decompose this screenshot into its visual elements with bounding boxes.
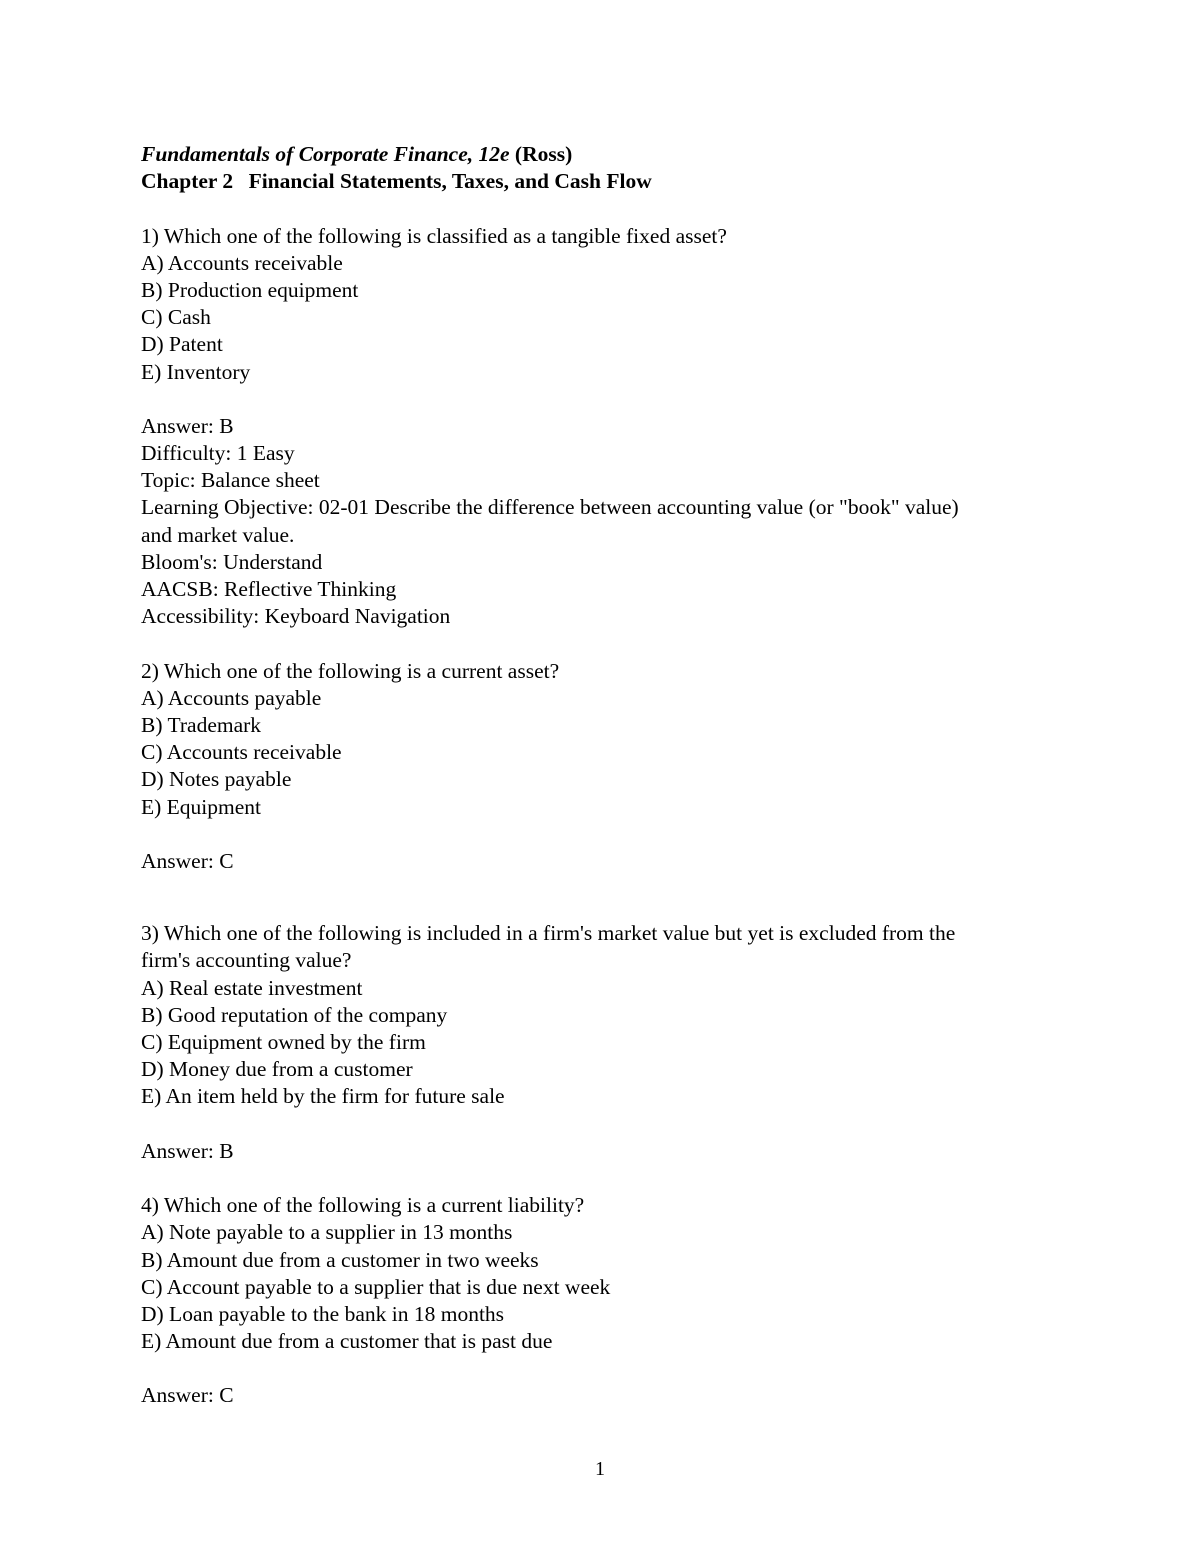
aacsb: AACSB: Reflective Thinking	[141, 577, 397, 602]
question-text-continued: firm's accounting value?	[141, 948, 352, 973]
answer-option: D) Money due from a customer	[141, 1057, 413, 1082]
answer-option: E) Amount due from a customer that is past due	[141, 1329, 553, 1354]
book-title-italic: Fundamentals of Corporate Finance, 12e	[141, 142, 510, 166]
question-block-1	[141, 223, 1081, 631]
answer-option: D) Patent	[141, 332, 223, 357]
chapter-heading	[141, 168, 1081, 195]
accessibility: Accessibility: Keyboard Navigation	[141, 604, 451, 629]
chapter-label: Chapter 2	[141, 169, 234, 194]
answer-option: B) Amount due from a customer in two weeks	[141, 1247, 539, 1272]
topic: Topic: Balance sheet	[141, 468, 320, 493]
answer-option: A) Real estate investment	[141, 975, 363, 1000]
answer-option: A) Accounts payable	[141, 685, 322, 710]
question-text: 2) Which one of the following is a current asset?	[141, 658, 560, 683]
page-number: 1	[595, 1458, 605, 1480]
answer-option: C) Account payable to a supplier that is due next week	[141, 1274, 611, 1299]
answer-option: B) Production equipment	[141, 277, 359, 302]
answer-option: E) Equipment	[141, 794, 262, 819]
answer-option: C) Accounts receivable	[141, 740, 342, 765]
question-text: 1) Which one of the following is classified as a tangible fixed asset?	[141, 223, 727, 248]
answer-option: B) Trademark	[141, 712, 262, 737]
question-block-3	[141, 920, 1081, 1165]
answer-option: D) Loan payable to the bank in 18 months	[141, 1301, 505, 1326]
answer-key: Answer: B	[141, 1138, 234, 1163]
learning-objective: Learning Objective: 02-01 Describe the difference between accounting value (or "book" value)	[141, 495, 959, 520]
book-title	[141, 141, 1081, 168]
answer-option: D) Notes payable	[141, 767, 292, 792]
question-block-4	[141, 1192, 1081, 1410]
chapter-title: Financial Statements, Taxes, and Cash Flow	[248, 169, 652, 194]
question-block-2	[141, 658, 1081, 876]
question-text: 4) Which one of the following is a current liability?	[141, 1193, 585, 1218]
answer-key: Answer: C	[141, 848, 234, 873]
answer-option: C) Cash	[141, 305, 211, 330]
blooms-level: Bloom's: Understand	[141, 549, 323, 574]
question-text: 3) Which one of the following is included in a firm's market value but yet is excluded from the	[141, 921, 956, 946]
book-author: (Ross)	[514, 142, 573, 166]
difficulty: Difficulty: 1 Easy	[141, 441, 295, 466]
answer-option: C) Equipment owned by the firm	[141, 1030, 426, 1055]
answer-option: E) An item held by the firm for future sale	[141, 1084, 505, 1109]
answer-option: A) Note payable to a supplier in 13 months	[141, 1220, 513, 1245]
answer-option: A) Accounts receivable	[141, 250, 343, 275]
answer-option: E) Inventory	[141, 359, 251, 384]
answer-key: Answer: C	[141, 1383, 234, 1408]
learning-objective-continued: and market value.	[141, 522, 295, 547]
document-page	[141, 141, 1081, 1410]
answer-key: Answer: B	[141, 413, 234, 438]
answer-option: B) Good reputation of the company	[141, 1002, 448, 1027]
